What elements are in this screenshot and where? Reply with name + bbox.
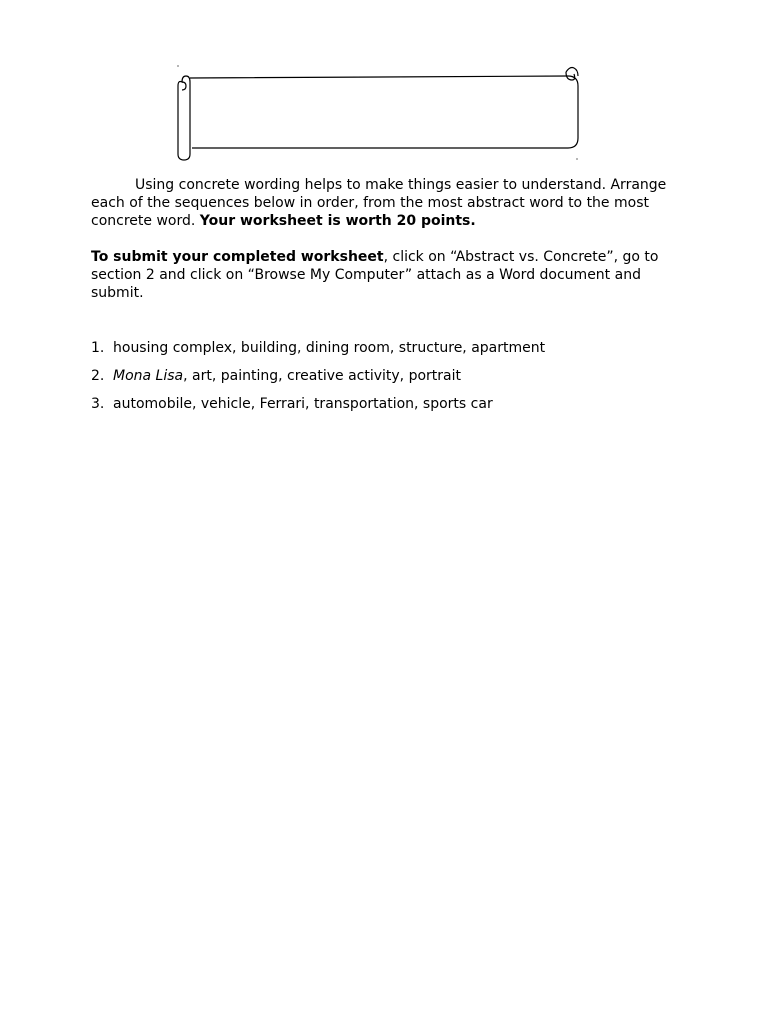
list-item-text xyxy=(113,395,493,413)
list-item xyxy=(91,395,691,413)
list-item-number: 2. xyxy=(91,368,105,384)
list-item-words: automobile, vehicle, Ferrari, transportation, sports car xyxy=(113,396,493,412)
points-statement: Your worksheet is worth 20 points. xyxy=(199,213,476,229)
list-item xyxy=(91,339,691,357)
scroll-banner-graphic xyxy=(172,62,584,166)
submit-heading: To submit your completed worksheet xyxy=(91,249,384,265)
submit-text: , click on “Abstract vs. Concrete”, go to section 2 and click on “Browse My Computer” attach as a Word document and submit. xyxy=(91,249,659,301)
list-item xyxy=(91,367,691,385)
intro-paragraph xyxy=(91,176,681,230)
list-item-number: 1. xyxy=(91,340,105,356)
list-item-words: housing complex, building, dining room, structure, apartment xyxy=(113,340,546,356)
submit-instructions xyxy=(91,248,681,302)
scroll-banner xyxy=(172,62,584,166)
list-item-number: 3. xyxy=(91,396,105,412)
sequence-list xyxy=(91,339,691,423)
intro-text: Using concrete wording helps to make things easier to understand. Arrange each of the sequences below in order, from the most abstract word to the most concrete word. xyxy=(91,177,667,229)
list-item-italic: Mona Lisa xyxy=(113,368,184,384)
list-item-words: , art, painting, creative activity, portrait xyxy=(183,368,461,384)
list-item-text xyxy=(113,339,545,357)
list-item-text xyxy=(113,367,461,385)
